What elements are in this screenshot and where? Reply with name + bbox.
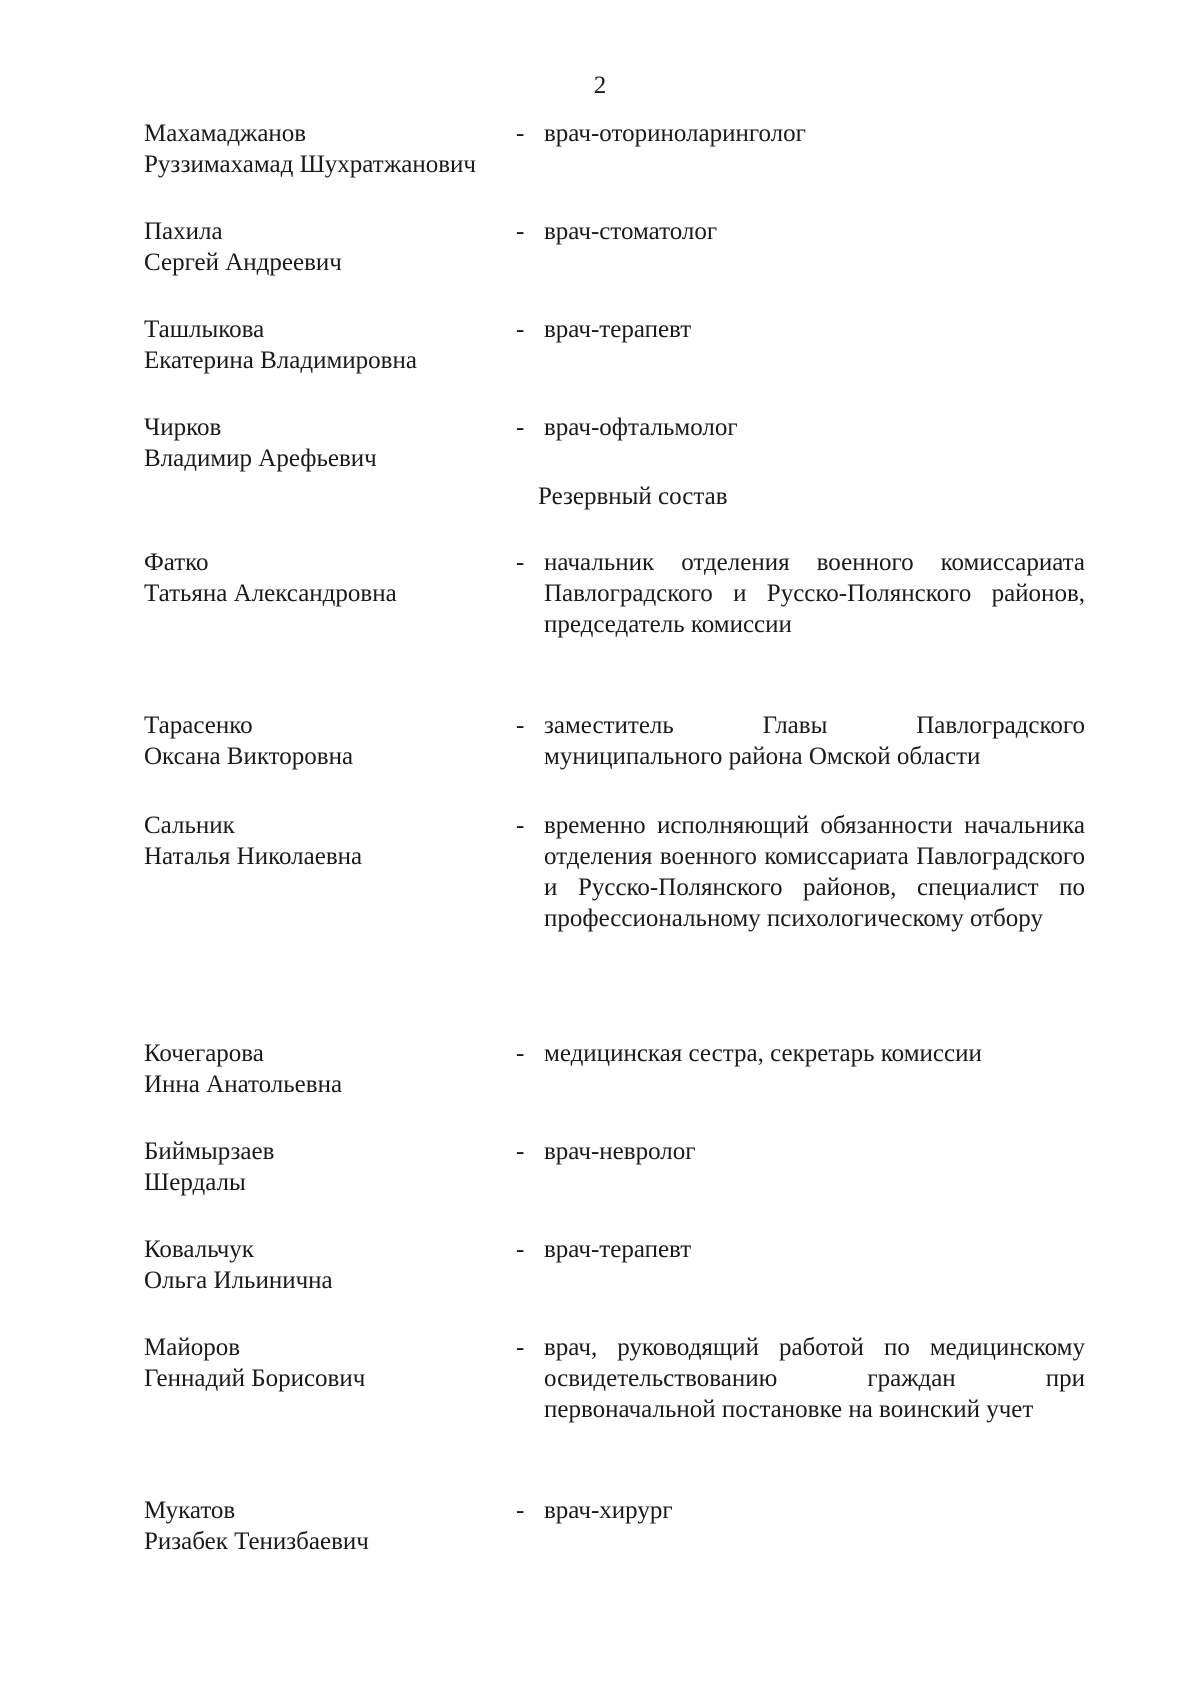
member-name [0, 810, 516, 872]
page-number: 2 [593, 72, 607, 99]
member-surname: Махамаджанов [144, 120, 307, 147]
member-entry [0, 314, 1200, 376]
member-entry [0, 216, 1200, 278]
reserve-entry [0, 1136, 1200, 1198]
member-name [0, 1038, 516, 1100]
member-entry [0, 118, 1200, 180]
member-role: временно исполняющий обязанности начальника отделения военного комиссариата Павлоградского и Русско-Полянского районов, специалист по профессиональному психологическому отбору [544, 812, 1085, 932]
member-name [0, 1332, 516, 1394]
member-given-names: Сергей Андреевич [144, 249, 342, 276]
member-surname: Тарасенко [144, 712, 253, 739]
member-role: начальник отделения военного комиссариата Павлоградского и Русско-Полянского районов, председатель комиссии [544, 549, 1085, 638]
member-name [0, 710, 516, 772]
member-surname: Биймырзаев [144, 1138, 275, 1165]
member-name [0, 1495, 516, 1557]
member-role: заместитель Главы Павлоградского муниципального района Омской области [544, 712, 1085, 770]
member-surname: Ковальчук [144, 1236, 254, 1263]
member-entry [0, 412, 1200, 474]
dash-separator: - [516, 812, 525, 839]
reserve-entry [0, 1038, 1200, 1100]
reserve-section-title: Резервный состав [538, 483, 728, 510]
dash-separator: - [516, 1040, 525, 1067]
member-role: врач-терапевт [544, 316, 692, 343]
member-given-names: Руззимахамад Шухратжанович [144, 151, 476, 178]
reserve-entry [0, 1332, 1200, 1425]
member-surname: Пахила [144, 218, 223, 245]
dash-separator: - [516, 1334, 525, 1361]
member-name [0, 412, 516, 474]
dash-separator: - [516, 120, 525, 147]
dash-separator: - [516, 1236, 525, 1263]
reserve-entry [0, 547, 1200, 640]
member-role: врач-терапевт [544, 1236, 692, 1263]
member-surname: Фатко [144, 549, 209, 576]
member-surname: Ташлыкова [144, 316, 265, 343]
reserve-entry [0, 1495, 1200, 1557]
member-name [0, 1136, 516, 1198]
member-role: врач-офтальмолог [544, 414, 738, 441]
dash-separator: - [516, 414, 525, 441]
dash-separator: - [516, 316, 525, 343]
dash-separator: - [516, 1138, 525, 1165]
dash-separator: - [516, 549, 525, 576]
member-role: медицинская сестра, секретарь комиссии [544, 1040, 982, 1067]
member-surname: Чирков [144, 414, 222, 441]
dash-separator: - [516, 1497, 525, 1524]
member-given-names: Татьяна Александровна [144, 580, 397, 607]
member-given-names: Геннадий Борисович [144, 1365, 366, 1392]
member-surname: Кочегарова [144, 1040, 264, 1067]
member-given-names: Шердалы [144, 1169, 246, 1196]
dash-separator: - [516, 218, 525, 245]
member-given-names: Наталья Николаевна [144, 843, 363, 870]
reserve-entry [0, 810, 1200, 934]
member-role: врач-невролог [544, 1138, 696, 1165]
member-given-names: Оксана Викторовна [144, 743, 354, 770]
member-given-names: Ольга Ильинична [144, 1267, 333, 1294]
member-role: врач-стоматолог [544, 218, 718, 245]
member-name [0, 547, 516, 609]
member-surname: Майоров [144, 1334, 241, 1361]
member-role: врач-оториноларинголог [544, 120, 806, 147]
dash-separator: - [516, 712, 525, 739]
member-given-names: Инна Анатольевна [144, 1071, 343, 1098]
member-role: врач-хирург [544, 1497, 673, 1524]
member-name [0, 1234, 516, 1296]
member-name [0, 216, 516, 278]
member-name [0, 118, 516, 180]
member-surname: Сальник [144, 812, 235, 839]
member-surname: Мукатов [144, 1497, 236, 1524]
reserve-entry [0, 1234, 1200, 1296]
member-given-names: Владимир Арефьевич [144, 445, 377, 472]
member-role: врач, руководящий работой по медицинскому освидетельствованию граждан при первоначальной постановке на воинский учет [544, 1334, 1085, 1423]
member-name [0, 314, 516, 376]
reserve-entry [0, 710, 1200, 772]
member-given-names: Екатерина Владимировна [144, 347, 417, 374]
member-given-names: Ризабек Тенизбаевич [144, 1528, 369, 1555]
